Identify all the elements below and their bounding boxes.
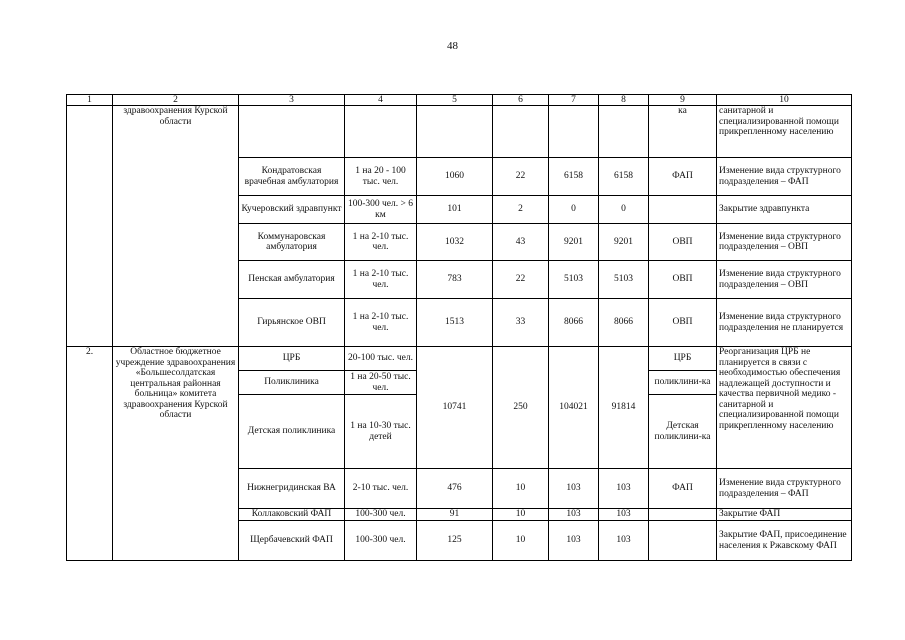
- value-cell: 6158: [549, 158, 599, 196]
- action-cell: Реорганизация ЦРБ не планируется в связи с необходимостью обеспечения надлежащей доступности и качества первичной медико - санитарной и специализированной помощи прикрепленному населению: [717, 347, 852, 469]
- value-cell: 9201: [549, 224, 599, 261]
- value-cell: 2: [493, 196, 549, 224]
- norm-cell: 20-100 тыс. чел.: [345, 347, 417, 371]
- value-cell: 22: [493, 158, 549, 196]
- header-cell: 8: [599, 95, 649, 106]
- value-cell: 783: [417, 261, 493, 299]
- unit-cell: Нижнегридинская ВА: [239, 469, 345, 509]
- value-cell: 0: [599, 196, 649, 224]
- norm-cell: 1 на 2-10 тыс. чел.: [345, 261, 417, 299]
- value-cell: 1060: [417, 158, 493, 196]
- value-cell: 104021: [549, 347, 599, 469]
- unit-cell: Пенская амбулатория: [239, 261, 345, 299]
- value-cell: [417, 106, 493, 158]
- new-type-cell: ОВП: [649, 261, 717, 299]
- action-cell: Изменение вида структурного подразделения – ОВП: [717, 224, 852, 261]
- row-number-cell: [67, 106, 113, 347]
- new-type-cell: ка: [649, 106, 717, 158]
- unit-cell: Щербачевский ФАП: [239, 521, 345, 561]
- value-cell: 10: [493, 469, 549, 509]
- value-cell: 103: [599, 521, 649, 561]
- value-cell: 43: [493, 224, 549, 261]
- value-cell: 103: [549, 521, 599, 561]
- header-cell: 6: [493, 95, 549, 106]
- header-cell: 9: [649, 95, 717, 106]
- value-cell: 10: [493, 509, 549, 521]
- header-cell: 3: [239, 95, 345, 106]
- value-cell: 1513: [417, 299, 493, 347]
- value-cell: 5103: [599, 261, 649, 299]
- value-cell: 250: [493, 347, 549, 469]
- header-cell: 1: [67, 95, 113, 106]
- value-cell: 1032: [417, 224, 493, 261]
- value-cell: 476: [417, 469, 493, 509]
- header-cell: 5: [417, 95, 493, 106]
- page-number: 48: [447, 40, 458, 52]
- header-row: [67, 95, 852, 106]
- value-cell: [493, 106, 549, 158]
- value-cell: 103: [599, 469, 649, 509]
- value-cell: 91: [417, 509, 493, 521]
- norm-cell: 1 на 20-50 тыс. чел.: [345, 371, 417, 395]
- norm-cell: 100-300 чел. > 6 км: [345, 196, 417, 224]
- action-cell: Изменение вида структурного подразделения не планируется: [717, 299, 852, 347]
- value-cell: 103: [599, 509, 649, 521]
- action-cell: санитарной и специализированной помощи прикрепленному населению: [717, 106, 852, 158]
- new-type-cell: [649, 196, 717, 224]
- organization-cell: Областное бюджетное учреждение здравоохранения «Большесолдатская центральная районная больница» комитета здравоохранения Курской области: [113, 347, 239, 561]
- healthcare-restructuring-table: [66, 94, 852, 561]
- unit-cell: Детская поликлиника: [239, 395, 345, 469]
- organization-cell: здравоохранения Курской области: [113, 106, 239, 347]
- value-cell: 5103: [549, 261, 599, 299]
- table-row: [67, 106, 852, 158]
- action-cell: Изменение вида структурного подразделения – ОВП: [717, 261, 852, 299]
- value-cell: 10741: [417, 347, 493, 469]
- norm-cell: 1 на 2-10 тыс. чел.: [345, 224, 417, 261]
- norm-cell: 2-10 тыс. чел.: [345, 469, 417, 509]
- value-cell: 8066: [549, 299, 599, 347]
- value-cell: 6158: [599, 158, 649, 196]
- header-cell: 4: [345, 95, 417, 106]
- new-type-cell: поликлини-ка: [649, 371, 717, 395]
- norm-cell: 1 на 20 - 100 тыс. чел.: [345, 158, 417, 196]
- value-cell: [599, 106, 649, 158]
- norm-cell: 1 на 2-10 тыс. чел.: [345, 299, 417, 347]
- new-type-cell: [649, 521, 717, 561]
- row-number-cell: 2.: [67, 347, 113, 561]
- value-cell: [549, 106, 599, 158]
- new-type-cell: ОВП: [649, 224, 717, 261]
- value-cell: 8066: [599, 299, 649, 347]
- new-type-cell: ФАП: [649, 158, 717, 196]
- value-cell: 9201: [599, 224, 649, 261]
- header-cell: 10: [717, 95, 852, 106]
- new-type-cell: ФАП: [649, 469, 717, 509]
- new-type-cell: [649, 509, 717, 521]
- new-type-cell: Детская поликлини-ка: [649, 395, 717, 469]
- value-cell: 125: [417, 521, 493, 561]
- unit-cell: ЦРБ: [239, 347, 345, 371]
- unit-cell: Поликлиника: [239, 371, 345, 395]
- norm-cell: 100-300 чел.: [345, 521, 417, 561]
- action-cell: Закрытие ФАП, присоединение населения к Ржавскому ФАП: [717, 521, 852, 561]
- unit-cell: Кучеровский здравпункт: [239, 196, 345, 224]
- new-type-cell: ОВП: [649, 299, 717, 347]
- value-cell: 0: [549, 196, 599, 224]
- value-cell: 22: [493, 261, 549, 299]
- value-cell: 101: [417, 196, 493, 224]
- table-row: [67, 347, 852, 371]
- value-cell: 10: [493, 521, 549, 561]
- header-cell: 7: [549, 95, 599, 106]
- action-cell: Изменение вида структурного подразделения – ФАП: [717, 469, 852, 509]
- unit-cell: Коммунаровская амбулатория: [239, 224, 345, 261]
- value-cell: 103: [549, 469, 599, 509]
- action-cell: Закрытие ФАП: [717, 509, 852, 521]
- value-cell: 103: [549, 509, 599, 521]
- action-cell: Изменение вида структурного подразделения – ФАП: [717, 158, 852, 196]
- unit-cell: [239, 106, 345, 158]
- unit-cell: Коллаковский ФАП: [239, 509, 345, 521]
- norm-cell: 1 на 10-30 тыс. детей: [345, 395, 417, 469]
- norm-cell: [345, 106, 417, 158]
- action-cell: Закрытие здравпункта: [717, 196, 852, 224]
- value-cell: 33: [493, 299, 549, 347]
- unit-cell: Кондратовская врачебная амбулатория: [239, 158, 345, 196]
- norm-cell: 100-300 чел.: [345, 509, 417, 521]
- new-type-cell: ЦРБ: [649, 347, 717, 371]
- value-cell: 91814: [599, 347, 649, 469]
- unit-cell: Гирьянское ОВП: [239, 299, 345, 347]
- header-cell: 2: [113, 95, 239, 106]
